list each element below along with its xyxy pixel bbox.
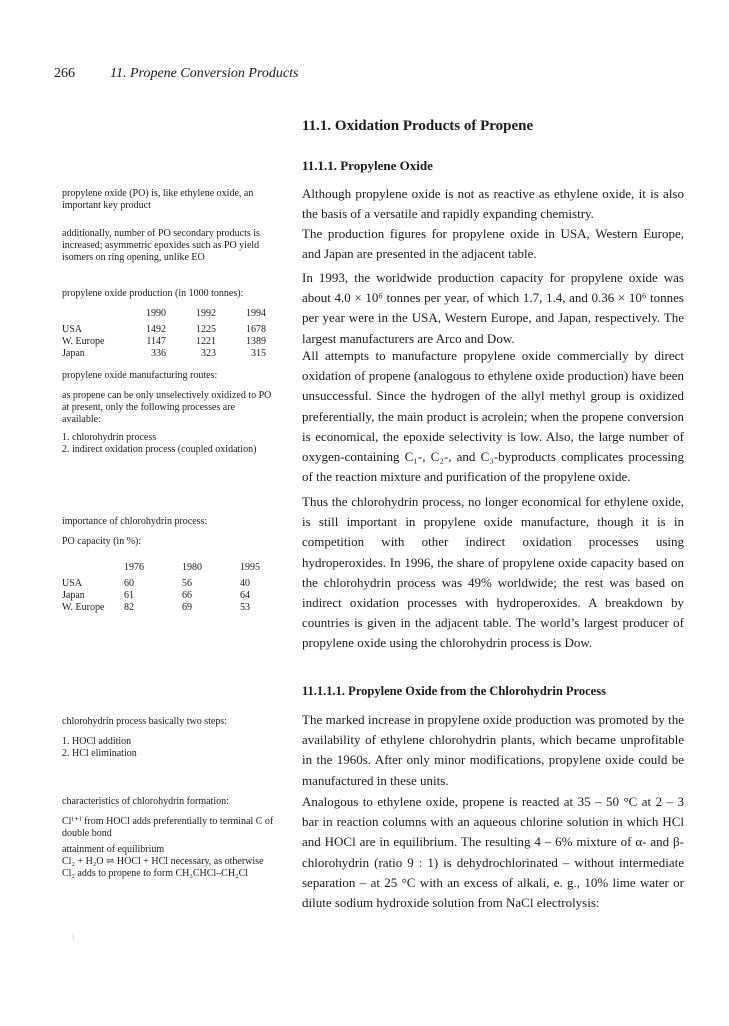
production-table — [62, 308, 274, 360]
table-year: 1980 — [182, 562, 202, 573]
section-heading: 11.1. Oxidation Products of Propene — [302, 118, 534, 134]
table-cell: 40 — [240, 578, 250, 589]
table-row — [62, 578, 298, 590]
main-paragraph-7: Analogous to ethylene oxide, propene is reacted at 35 – 50 °C at 2 – 3 bar in reaction columns with an aqueous chlorine solution in which HCl and HOCl are in equilibrium. The resulting 4 – 6% mixture of α- and β-chlorohydrin (ratio 9 : 1) is dehydrochlorinated – without intermediate separation – at 25 °C with an excess of alkali, e. g., 10% lime water or dilute sodium hydroxide solution from NaCl electrolysis: — [302, 794, 684, 911]
list-item: 2. HCl elimination — [62, 748, 137, 759]
table-row — [62, 602, 298, 614]
main-paragraph-6: The marked increase in propylene oxide production was promoted by the availability of ethylene chlorohydrin plants, which became unprofitable in the 1960s. After only minor modifications, propylene oxide could be manufactured in these units. — [302, 712, 684, 788]
margin-note-9: characteristics of chlorohydrin formation: — [62, 796, 229, 807]
table-cell: 1147 — [146, 336, 166, 347]
table-cell: 1225 — [196, 324, 216, 335]
table-cell: 315 — [251, 348, 266, 359]
table-cell: 1492 — [146, 324, 166, 335]
margin-note-12: Cl₂ + H₂O ⇌ HOCl + HCl necessary, as otherwise Cl₂ adds to propene to form CH₃CHCl–CH₂Cl — [62, 856, 264, 879]
table-row — [62, 336, 274, 348]
table-row-label: Japan — [62, 348, 85, 359]
table-year: 1995 — [240, 562, 260, 573]
table-cell: 61 — [124, 590, 134, 601]
table-cell: 1678 — [246, 324, 266, 335]
main-paragraph-5: Thus the chlorohydrin process, no longer economical for ethylene oxide, is still important in propylene oxide manufacture, though it is in competition with other indirect oxidation processes using hydroperoxides. In 1996, the share of propylene oxide capacity based on the chlorohydrin process was 49% worldwide; the rest was based on indirect oxidation processes with hydroperoxides. A breakdown by countries is given in the adjacent table. The world’s largest producer of propylene oxide using the chlorohydrin process is Dow. — [302, 494, 684, 651]
table-row-label: Japan — [62, 590, 85, 601]
table-year: 1990 — [146, 308, 166, 319]
steps-list — [62, 736, 276, 760]
margin-note-8: chlorohydrin process basically two steps: — [62, 716, 227, 727]
table-row-label: W. Europe — [62, 602, 105, 613]
table-row-label: USA — [62, 578, 83, 589]
table-row-label: W. Europe — [62, 336, 105, 347]
table-row — [62, 348, 274, 360]
stray-mark: \ — [72, 933, 75, 942]
table-cell: 336 — [151, 348, 166, 359]
margin-note-11: attainment of equilibrium — [62, 844, 165, 855]
routes-list — [62, 432, 276, 456]
main-paragraph-2: The production figures for propylene oxide in USA, Western Europe, and Japan are presented in the adjacent table. — [302, 226, 684, 262]
table-cell: 1221 — [196, 336, 216, 347]
table-row-label: USA — [62, 324, 83, 335]
table-cell: 66 — [182, 590, 192, 601]
table-cell: 323 — [201, 348, 216, 359]
list-item: 1. chlorohydrin process — [62, 432, 157, 443]
subsubsection-heading: 11.1.1.1. Propylene Oxide from the Chlorohydrin Process — [302, 684, 606, 698]
margin-note-6: importance of chlorohydrin process: — [62, 516, 208, 527]
table-cell: 53 — [240, 602, 250, 613]
table-row — [62, 590, 298, 602]
table-cell: 1389 — [246, 336, 266, 347]
table-year: 1976 — [124, 562, 144, 573]
main-paragraph-3: In 1993, the worldwide production capacity for propylene oxide was about 4.0 × 10⁶ tonnes per year, of which 1.7, 1.4, and 0.36 × 10⁶ tonnes per year were in the USA, Western Europe, and Japan, respectively. The largest manufacturers are Arco and Dow. — [302, 270, 684, 346]
margin-note-3: propylene oxide production (in 1000 tonnes): — [62, 288, 244, 299]
page-number: 266 — [54, 66, 75, 81]
margin-note-5: as propene can be only unselectively oxidized to PO at present, only the following processes are available: — [62, 390, 272, 425]
table-year: 1994 — [246, 308, 266, 319]
subsection-heading: 11.1.1. Propylene Oxide — [302, 158, 433, 173]
margin-note-2: additionally, number of PO secondary products is increased; asymmetric epoxides such as PO yield isomers on ring opening, unlike EO — [62, 228, 260, 263]
table-row — [62, 324, 274, 336]
margin-note-7: PO capacity (in %): — [62, 536, 142, 547]
list-item: 2. indirect oxidation process (coupled oxidation) — [62, 444, 257, 455]
table-header-row — [62, 308, 274, 320]
running-header — [54, 66, 298, 82]
table-cell: 82 — [124, 602, 134, 613]
table-cell: 56 — [182, 578, 192, 589]
table-year: 1992 — [196, 308, 216, 319]
table-cell: 64 — [240, 590, 250, 601]
main-paragraph-1: Although propylene oxide is not as reactive as ethylene oxide, it is also the basis of a versatile and rapidly expanding chemistry. — [302, 186, 684, 222]
table-header-row — [62, 562, 298, 574]
capacity-table — [62, 562, 298, 614]
table-cell: 60 — [124, 578, 134, 589]
list-item: 1. HOCl addition — [62, 736, 132, 747]
margin-note-10: Cl⁽⁺⁾ from HOCl adds preferentially to terminal C of double bond — [62, 816, 274, 839]
main-paragraph-4: All attempts to manufacture propylene oxide commercially by direct oxidation of propene (analogous to ethylene oxide production) have been unsuccessful. Since the hydrogen of the allyl methyl group is oxidized preferentially, the main product is acrolein; when the propene conversion is economical, the epoxide selectivity is low. Also, the large number of oxygen-containing C₁-, C₂-, and C₃-byproducts complicates processing of the reaction mixture and purification of the propylene oxide. — [302, 348, 684, 485]
table-cell: 69 — [182, 602, 192, 613]
margin-note-1: propylene oxide (PO) is, like ethylene oxide, an important key product — [62, 188, 254, 211]
margin-note-4: propylene oxide manufacturing routes: — [62, 370, 218, 381]
chapter-title: 11. Propene Conversion Products — [110, 66, 299, 81]
